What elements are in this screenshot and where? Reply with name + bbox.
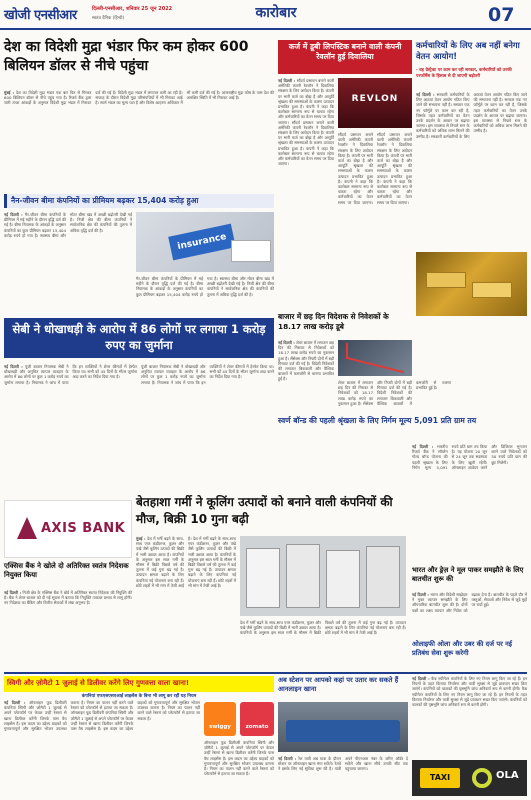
banks-body-left [278,340,334,410]
revlon-text-4: सौंदर्य प्रसाधन बनाने वाली अमेरिकी कंपनी रेवलॉन ने दिवालिया संरक्षण के लिए आवेदन किया है। कंपनी पर भारी कर्ज का बोझ है और आपूर्ति श्रृंखला की समस्याओं के कारण उत्पादन प्रभावित हुआ है। कंपनी ने कहा कि कारोबार सामान्य रूप से चलता रहेगा और कर्मचारियों का वेतन समय पर दिया जाएगा। [377,132,412,205]
cooling-body-right [240,620,406,668]
axis-dateline: नई दिल्ली : [4,590,22,595]
station-body [278,756,408,796]
workers-text-2: सरकारी कर्मचारियों के लिए आठवां वेतन आयोग गठित किए जाने की संभावना नहीं है। सरकार एक नए फॉर्मूले पर काम कर रही है, जिसके तहत कर्मचारियों का वेतन उनके प्रदर्शन के आधार पर बढ़ाया जाएगा। इस व्यवस्था से निचले स्तर के कर्मचारियों को अधिक लाभ मिलने की उम्मीद है। [431,92,527,139]
gold-text: भारतीय रिजर्व बैंक ने सॉवरेन गोल्ड बॉन्ड योजना की पहली श्रृंखला के लिए निर्गम मूल्य 5,091 रुपये प्रति ग्राम तय किया है। यह योजना 20 जून से 24 जून तक सदस्यता के लिए खुली रहेगी। ऑनलाइन आवेदन करने और डिजिटल भुगतान करने वाले निवेशकों को 50 रुपये प्रति ग्राम की छूट मिलेगी। [412,444,527,470]
cooling-body [136,536,236,668]
gold-body [412,444,527,562]
forex-headline: देश का विदेशी मुद्रा भंडार फिर कम होकर 600 बिलियन डॉलर से नीचे पहुंचा [4,39,249,74]
forex-body [4,90,274,192]
masthead-edition: स्वतंत्र दैनिक (हिन्दी) [92,16,125,21]
revlon-body-left [278,78,334,308]
swiggy-dateline: नई दिल्ली : [4,700,26,705]
workers-subhead: - वह ग्रेस्ट्रेक्ट पर काम कर रही सरकार, कर्मचारियों को उनकी परफॉर्मेंस के हिसाब से दी जाएगी बढ़ोतरी [416,68,512,79]
axis-logo-box [4,500,132,558]
axis-logo: AXIS BANK [41,521,126,536]
ola-body [412,676,527,756]
sebi-text: पूंजी बाजार नियामक सेबी ने धोखाधड़ी और अनुचित व्यापार व्यवहार के आरोप में 86 लोगों पर कुल 1 करोड़ रुपये का जुर्माना लगाया है। नियामक ने जांच में पाया कि इन व्यक्तियों ने शेयर कीमतों में हेरफेर किया था। सभी को 45 दिनों के भीतर जुर्माना अदा करने का निर्देश दिया गया है। [4,364,137,385]
insurance-banner [4,194,274,208]
bottom-divider [4,672,527,674]
insurance-body-left [4,212,132,312]
axis-body [4,590,132,668]
banks-photo [338,340,412,376]
ola-logo-circle [472,768,492,788]
cooling-headline: बेतहाशा गर्मी ने कूलिंग उत्पादों को बनाने वाली कंपनियों की मौज, बिक्री 10 गुना बढ़ी [136,495,393,526]
page-number: 07 [488,4,515,26]
sebi-text-2: पूंजी बाजार नियामक सेबी ने धोखाधड़ी और अनुचित व्यापार व्यवहार के आरोप में 86 लोगों पर कुल 1 करोड़ रुपये का जुर्माना लगाया है। नियामक ने जांच में पाया कि इन व्यक्तियों ने शेयर कीमतों में हेरफेर किया था। सभी को 45 दिनों के भीतर जुर्माना अदा करने का निर्देश दिया गया है। [141,364,274,385]
section-title: कारोबार [255,5,297,21]
gold-bar-1 [426,272,466,288]
swiggy-body [4,700,200,796]
station-headline: अब स्टेशन पर आपको कहां पर उतार कर सकते हैं आनलाइन खाना [278,676,399,693]
swiggy-banner [4,676,274,692]
forex-dateline: मुंबई : [4,90,15,95]
ola-photo [412,760,527,796]
revlon-text-2: सौंदर्य प्रसाधन बनाने वाली अमेरिकी कंपनी रेवलॉन ने दिवालिया संरक्षण के लिए आवेदन किया है। कंपनी पर भारी कर्ज का बोझ है और आपूर्ति श्रृंखला की समस्याओं के कारण उत्पादन प्रभावित हुआ है। कंपनी ने कहा कि कारोबार सामान्य रूप से चलता रहेगा और कर्मचारियों का वेतन समय पर दिया जाएगा। [278,119,334,167]
cooling-photo [240,536,406,616]
masthead [0,0,531,30]
insurance-text: गैर-जीवन बीमा कंपनियों के प्रीमियम में मई महीने के दौरान वृद्धि दर्ज की गई है। बीमा नियामक के आंकड़ों के अनुसार कंपनियों का कुल प्रीमियम बढ़कर 15,404 करोड़ रुपये हो गया है। स्वास्थ्य बीमा और मोटर बीमा खंड में अच्छी बढ़ोतरी देखी गई है। निजी क्षेत्र की बीमा कंपनियों ने सार्वजनिक क्षेत्र की कंपनियों की तुलना में अधिक वृद्धि दर्ज की है। [4,212,132,238]
insurance-card-2 [231,240,271,262]
japan-body [412,592,527,638]
banks-text: शेयर बाजार में लगातार छह दिन की गिरावट से निवेशकों को 18.17 लाख करोड़ रुपये का नुकसान हुआ है। सेंसेक्स और निफ्टी दोनों में बड़ी गिरावट दर्ज की गई है। विदेशी निवेशकों की लगातार बिकवाली और वैश्विक बाजारों में कमजोरी से धारणा प्रभावित हुई है। [278,340,334,382]
ola-logo: OLA [496,770,519,781]
gold-headline: स्वर्ण बॉन्ड की पहली श्रृंखला के लिए निर्गम मूल्य 5,091 प्रति ग्राम तय [278,416,477,425]
taxi-sign [420,768,460,788]
axis-headline: एक्सिस बैंक ने खोले दो अतिरिक्त स्वतंत्र निदेशक नियुक्त किया [4,562,129,579]
zomato-logo-box [240,702,274,736]
workers-dateline: नई दिल्ली : [416,92,435,97]
sebi-banner [4,318,274,358]
revlon-dateline: नई दिल्ली : [278,78,296,83]
cooling-text: देश में गर्मी बढ़ने के साथ-साथ एयर कंडीशनर, कूलर और पंखे जैसे कूलिंग उत्पादों की बिक्री में भारी उछाल आया है। कंपनियों के अनुसार इस साल गर्मी के मौसम में बिक्री पिछले वर्ष की तुलना में कई गुना बढ़ गई है। उत्पादन क्षमता बढ़ाने के लिए कंपनियां नई योजनाएं बना रही हैं। छोटे शहरों में भी मांग में तेजी आई है। [136,536,192,588]
japan-dateline: नई दिल्ली : [412,592,429,597]
banks-headline: बाजार में छह दिन विदेशक से निवेशकों के 18.17 लाख करोड़ डूबे [278,312,389,331]
insurance-headline: नैन-जीवन बीमा कंपनियों का प्रीमियम बढ़कर 15,404 करोड़ हुआ [11,196,199,205]
axis-text: निजी क्षेत्र के एक्सिस बैंक ने बोर्ड में अतिरिक्त स्वतंत्र निदेशक की नियुक्ति की है। बैंक ने शेयर बाजार को दी गई सूचना में बताया कि नियुक्ति तत्काल प्रभाव से लागू होगी। नए निदेशक का बैंकिंग और वित्तीय सेवाओं में लंबा अनुभव है। [4,590,132,606]
revlon-photo [338,78,412,128]
swiggy-logo: swiggy [209,724,231,730]
station-text: रेल यात्री अब यात्रा के दौरान स्टेशन पर ऑनलाइन खाना मंगा सकेंगे। रेलवे ने इसके लिए नई सुविधा शुरू की है। यात्री अपने पीएनआर नंबर के जरिए ऑर्डर दे सकेंगे और खाना सीधे उनकी सीट तक पहुंचाया जाएगा। [278,756,408,772]
insurance-block [168,224,236,261]
sebi-dateline: नई दिल्ली : [4,364,23,369]
swiggy-subhead: कंपनियां एफएसएसएआई लाइसेंस के बिना भी लागू कर रहीं यह नियम [81,694,197,699]
swiggy-body-right [204,740,274,796]
workers-text: सरकारी कर्मचारियों के लिए आठवां वेतन आयोग गठित किए जाने की संभावना नहीं है। सरकार एक नए फॉर्मूले पर काम कर रही है, जिसके तहत कर्मचारियों का वेतन उनके प्रदर्शन के आधार पर बढ़ाया जाएगा। इस व्यवस्था से निचले स्तर के कर्मचारियों को अधिक लाभ मिलने की उम्मीद है। [416,92,470,139]
axis-emblem [17,517,37,539]
sebi-headline: सेबी ने धोखाधड़ी के आरोप में 86 लोगों पर लगाया 1 करोड़ रुपए का जुर्माना [12,322,266,352]
swiggy-headline: स्विगी और ज़ोमैटो 1 जुलाई से डिलीवर करेंगे लिए गुणवत्ता वाला खाना! [7,679,190,687]
gold-bar-2 [472,282,512,298]
cooler-3 [326,550,360,608]
cooler-4 [366,546,400,608]
insurance-photo-text: insurance [176,231,228,253]
taxi-text: TAXI [429,773,451,782]
revlon-text: सौंदर्य प्रसाधन बनाने वाली अमेरिकी कंपनी रेवलॉन ने दिवालिया संरक्षण के लिए आवेदन किया है। कंपनी पर भारी कर्ज का बोझ है और आपूर्ति श्रृंखला की समस्याओं के कारण उत्पादन प्रभावित हुआ है। कंपनी ने कहा कि कारोबार सामान्य रूप से चलता रहेगा और कर्मचारियों का वेतन समय पर दिया जाएगा। [278,78,334,125]
swiggy-text: ऑनलाइन फूड डिलीवरी कंपनियां स्विगी और ज़ोमैटो 1 जुलाई से अपने प्लेटफॉर्म पर केवल उन्हीं रेस्तरां से खाना डिलीवर करेंगी जिनके पास वैध लाइसेंस है। इस कदम का उद्देश्य ग्राहकों को गुणवत्तापूर्ण और सुरक्षित भोजन उपलब्ध कराना है। नियम का पालन नहीं करने वाले रेस्तरां को प्लेटफॉर्म से हटाया जा सकता है। [4,700,134,732]
masthead-logo: खोजी एनसीआर [4,8,77,23]
revlon-photo-text: REVLON [351,94,399,104]
revlon-headline: कर्ज में डूबी लिपस्टिक बनाने वाली कंपनी रेवलॉन हुई दिवालिया [288,42,402,61]
cooler-2 [286,544,320,608]
insurance-body-right [136,276,274,312]
sebi-body [4,364,274,490]
ola-headline: ओलाइफी ओला और उबर की दर्ज पर नई प्रतिबंध सेवा शुरू करेगी [412,640,512,657]
station-dateline: नई दिल्ली : [278,756,297,761]
banks-text-2: शेयर बाजार में लगातार छह दिन की गिरावट से निवेशकों को 18.17 लाख करोड़ रुपये का नुकसान हुआ है। सेंसेक्स और निफ्टी दोनों में बड़ी गिरावट दर्ज की गई है। विदेशी निवेशकों की लगातार बिकवाली और वैश्विक बाजारों में कमजोरी से धारणा प्रभावित हुई है। [338,380,451,406]
cooler-1 [246,548,280,608]
banks-chart-mark [346,343,404,373]
revlon-banner [278,40,412,74]
forex-text: देश का विदेशी मुद्रा भंडार एक बार फिर से गिरकर 600 बिलियन डॉलर से नीचे पहुंच गया है। रिजर्व बैंक द्वारा जारी ताजा आंकड़ों के अनुसार विदेशी मुद्रा भंडार में गिरावट दर्ज की गई है। विदेशी मुद्रा भंडार में लगातार कमी आ रही है। सप्ताह के दौरान विदेशी मुद्रा परिसंपत्तियों में भी गिरावट आई है। स्वर्ण भंडार का मूल्य घटा है और विशेष आहरण अधिकार में भी कमी दर्ज की गई है। अंतरराष्ट्रीय मुद्रा कोष के पास देश की आरक्षित स्थिति में भी गिरावट आई है। [4,90,274,106]
cooling-text-3: देश में गर्मी बढ़ने के साथ-साथ एयर कंडीशनर, कूलर और पंखे जैसे कूलिंग उत्पादों की बिक्री में भारी उछाल आया है। कंपनियों के अनुसार इस साल गर्मी के मौसम में बिक्री पिछले वर्ष की तुलना में कई गुना बढ़ गई है। उत्पादन क्षमता बढ़ाने के लिए कंपनियां नई योजनाएं बना रही हैं। छोटे शहरों में भी मांग में तेजी आई है। [240,620,406,636]
swiggy-logo-box [204,702,236,736]
station-photo [278,702,408,752]
cooling-dateline: मुंबई : [136,536,146,541]
workers-headline: कर्मचारियों के लिए अब नहीं बनेगा वेतन आयोग! [416,40,520,61]
insurance-photo [136,212,274,272]
japan-headline: भारत और ड्रेज़ ने मूल पाकर समझौते के लिए बातचीत शुरू की [412,566,524,583]
masthead-date: दिल्ली-एनसीआर, शनिवार 25 जून 2022 [92,6,173,12]
swiggy-text-3: ऑनलाइन फूड डिलीवरी कंपनियां स्विगी और ज़ोमैटो 1 जुलाई से अपने प्लेटफॉर्म पर केवल उन्हीं रेस्तरां से खाना डिलीवर करेंगी जिनके पास वैध लाइसेंस है। इस कदम का उद्देश्य ग्राहकों को गुणवत्तापूर्ण और सुरक्षित भोजन उपलब्ध कराना है। नियम का पालन नहीं करने वाले रेस्तरां को प्लेटफॉर्म से हटाया जा सकता है। [204,740,274,777]
ola-text: कैब एग्रीगेटर कंपनियों के लिए नए नियम लागू किए जा रहे हैं। इन नियमों के तहत किराया निर्धारण और यात्री सुरक्षा से जुड़े प्रावधान सख्त किए जाएंगे। कंपनियों को चालकों की पृष्ठभूमि जांच अनिवार्य रूप से करनी होगी। [412,676,527,692]
ola-dateline: नई दिल्ली : [412,676,430,681]
gold-photo [416,252,527,316]
insurance-text-2: गैर-जीवन बीमा कंपनियों के प्रीमियम में मई महीने के दौरान वृद्धि दर्ज की गई है। बीमा नियामक के आंकड़ों के अनुसार कंपनियों का कुल प्रीमियम बढ़कर 15,404 करोड़ रुपये हो गया है। स्वास्थ्य बीमा और मोटर बीमा खंड में अच्छी बढ़ोतरी देखी गई है। निजी क्षेत्र की बीमा कंपनियों ने सार्वजनिक क्षेत्र की कंपनियों की तुलना में अधिक वृद्धि दर्ज की है। [136,276,274,297]
banks-body-right [338,380,451,410]
gold-dateline: नई दिल्ली : [412,444,434,449]
ola-text-2: कैब एग्रीगेटर कंपनियों के लिए नए नियम लागू किए जा रहे हैं। इन नियमों के तहत किराया निर्धारण और यात्री सुरक्षा से जुड़े प्रावधान सख्त किए जाएंगे। कंपनियों को चालकों की पृष्ठभूमि जांच अनिवार्य रूप से करनी होगी। [412,686,527,708]
zomato-logo: zomato [245,724,269,730]
train-body [286,720,400,742]
banks-dateline: नई दिल्ली : [278,340,295,345]
revlon-text-3: सौंदर्य प्रसाधन बनाने वाली अमेरिकी कंपनी रेवलॉन ने दिवालिया संरक्षण के लिए आवेदन किया है। कंपनी पर भारी कर्ज का बोझ है और आपूर्ति श्रृंखला की समस्याओं के कारण उत्पादन प्रभावित हुआ है। कंपनी ने कहा कि कारोबार सामान्य रूप से चलता रहेगा और कर्मचारियों का वेतन समय पर दिया जाएगा। [338,132,373,205]
workers-body [416,92,527,248]
insurance-dateline: नई दिल्ली : [4,212,23,217]
japan-text: भारत और विदेशी साझेदार ने मुक्त व्यापार समझौते के लिए औपचारिक बातचीत शुरू की है। दोनों पक्षों का लक्ष्य व्यापार और निवेश को बढ़ावा देना है। बातचीत के पहले दौर में वस्तुओं, सेवाओं और निवेश से जुड़े मुद्दों पर चर्चा हुई। [412,592,527,613]
revlon-body-right [338,132,412,308]
cooling-text-2: देश में गर्मी बढ़ने के साथ-साथ एयर कंडीशनर, कूलर और पंखे जैसे कूलिंग उत्पादों की बिक्री में भारी उछाल आया है। कंपनियों के अनुसार इस साल गर्मी के मौसम में बिक्री पिछले वर्ष की तुलना में कई गुना बढ़ गई है। उत्पादन क्षमता बढ़ाने के लिए कंपनियां नई योजनाएं बना रही हैं। छोटे शहरों में भी मांग में तेजी आई है। [188,536,236,588]
swiggy-text-2: ऑनलाइन फूड डिलीवरी कंपनियां स्विगी और ज़ोमैटो 1 जुलाई से अपने प्लेटफॉर्म पर केवल उन्हीं रेस्तरां से खाना डिलीवर करेंगी जिनके पास वैध लाइसेंस है। इस कदम का उद्देश्य ग्राहकों को गुणवत्तापूर्ण और सुरक्षित भोजन उपलब्ध कराना है। नियम का पालन नहीं करने वाले रेस्तरां को प्लेटफॉर्म से हटाया जा सकता है। [70,700,200,732]
